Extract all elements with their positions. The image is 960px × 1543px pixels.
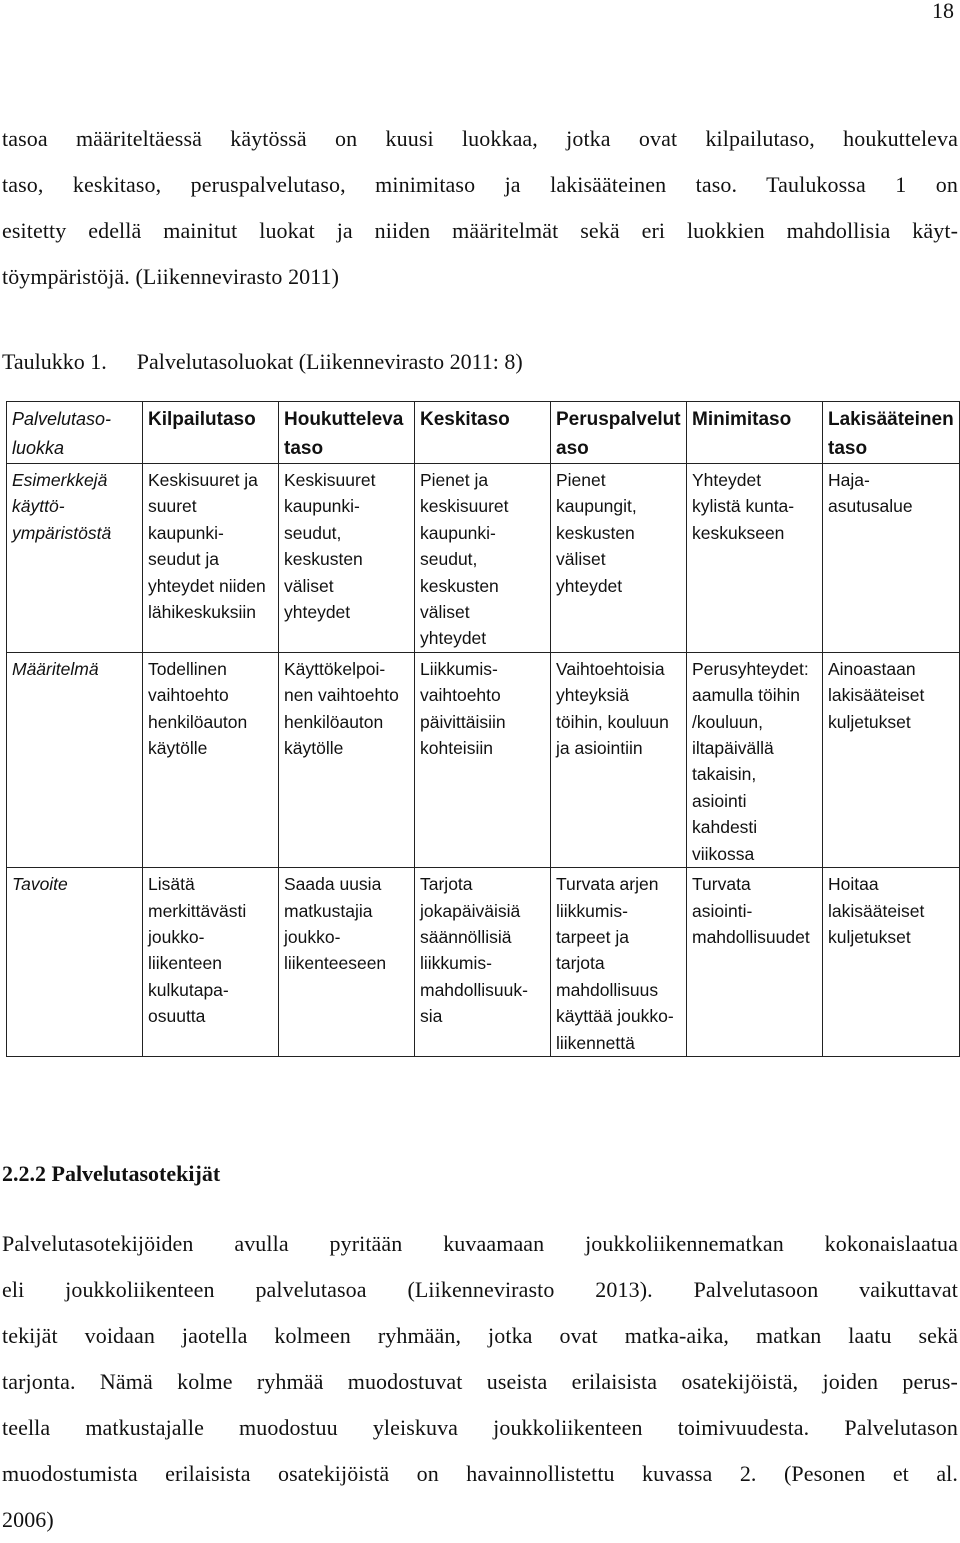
service-level-table-container xyxy=(6,401,959,1053)
cell-line: jokapäiväisiä xyxy=(420,900,521,921)
cell-line: Määritelmä xyxy=(12,658,99,679)
table-row xyxy=(7,652,960,867)
cell-line: vaihtoehto xyxy=(148,685,229,706)
column-header xyxy=(823,402,960,464)
cell-line: Esimerkkejä xyxy=(12,470,108,490)
cell-line: Yhteydet xyxy=(692,470,762,490)
table-cell xyxy=(551,652,687,867)
cell-line: kuljetukset xyxy=(828,926,911,947)
text-line: töympäristöjä. (Liikennevirasto 2011) xyxy=(2,264,340,289)
column-header xyxy=(551,402,687,464)
cell-line: taso xyxy=(284,438,324,459)
cell-line: joukko- xyxy=(284,926,341,947)
text-line: tekijät voidaan jaotella kolmeen ryhmään, jotka ovat matka-aika, matkan laatu sekä xyxy=(2,1323,958,1348)
table-cell xyxy=(687,464,823,653)
cell-line: keskusten xyxy=(556,522,635,543)
cell-line: yhteydet niiden xyxy=(148,575,266,596)
table-cell xyxy=(687,868,823,1057)
text-line: eli joukkoliikenteen palvelutasoa (Liikennevirasto 2013). Palvelutasoon vaikuttavat xyxy=(2,1277,958,1302)
column-header xyxy=(687,402,823,464)
cell-line: Todellinen xyxy=(148,658,227,679)
text-line: Palvelutasotekijöiden avulla pyritään kuvaamaan joukkoliikennematkan kokonaislaatua xyxy=(2,1231,958,1256)
cell-line: keskusten xyxy=(420,575,499,596)
cell-line: kuljetukset xyxy=(828,711,911,732)
table-cell xyxy=(415,868,551,1057)
column-header xyxy=(415,402,551,464)
cell-line: Pienet ja xyxy=(420,470,489,490)
cell-line: päivittäisiin xyxy=(420,711,506,732)
cell-line: aso xyxy=(556,438,589,459)
column-header xyxy=(143,402,279,464)
cell-line: yhteydet xyxy=(420,628,487,649)
cell-line: Keskisuuret xyxy=(284,470,376,490)
table-caption-title: Palvelutasoluokat (Liikennevirasto 2011: 8) xyxy=(136,349,523,374)
cell-line: käyttö- xyxy=(12,496,65,517)
cell-line: keskisuuret xyxy=(420,496,509,517)
cell-line: Lakisääteinen xyxy=(828,409,954,430)
table-cell xyxy=(823,652,960,867)
cell-line: Haja- xyxy=(828,470,870,490)
cell-line: Keskisuuret ja xyxy=(148,470,258,490)
cell-line: kaupungit, xyxy=(556,496,637,517)
cell-line: käytölle xyxy=(148,738,208,759)
cell-line: liikenteen xyxy=(148,953,222,974)
cell-line: suuret xyxy=(148,496,197,517)
table-cell xyxy=(143,868,279,1057)
cell-line: tarjota xyxy=(556,953,605,974)
text-line: esitetty edellä mainitut luokat ja niiden määritelmät sekä eri luokkien mahdollisia käyt- xyxy=(2,218,958,243)
cell-line: Ainoastaan xyxy=(828,658,916,679)
cell-line: Turvata arjen xyxy=(556,874,659,895)
cell-line: Tavoite xyxy=(12,874,68,895)
cell-line: merkittävästi xyxy=(148,900,247,921)
table-caption xyxy=(2,344,523,380)
cell-line: töihin, kouluun xyxy=(556,711,669,732)
text-line: teella matkustajalle muodostuu yleiskuva joukkoliikenteen toimivuudesta. Palvelutason xyxy=(2,1415,958,1440)
cell-line: Tarjota xyxy=(420,874,473,895)
text-line: tasoa määriteltäessä käytössä on kuusi luokkaa, jotka ovat kilpailutaso, houkutteleva xyxy=(2,126,958,151)
cell-line: keskukseen xyxy=(692,522,785,543)
table-header-row xyxy=(7,402,960,464)
cell-line: mahdollisuuk- xyxy=(420,979,528,1000)
row-label xyxy=(7,652,143,867)
cell-line: kaupunki- xyxy=(420,522,496,543)
cell-line: asiointi- xyxy=(692,900,753,921)
cell-line: henkilöauton xyxy=(284,711,384,732)
cell-line: lakisääteiset xyxy=(828,900,925,921)
table-caption-label: Taulukko 1. xyxy=(2,349,107,374)
cell-line: aamulla töihin xyxy=(692,685,800,706)
table-row xyxy=(7,868,960,1057)
cell-line: Turvata xyxy=(692,874,751,895)
cell-line: taso xyxy=(828,438,868,459)
cell-line: kohteisiin xyxy=(420,738,493,759)
cell-line: Perusyhteydet: xyxy=(692,658,809,679)
cell-line: ja asiointiin xyxy=(556,738,643,759)
cell-line: Kilpailutaso xyxy=(148,409,256,430)
cell-line: Keskitaso xyxy=(420,409,510,430)
cell-line: väliset xyxy=(556,549,606,570)
cell-line: mahdollisuus xyxy=(556,979,659,1000)
cell-line: iltapäivällä xyxy=(692,738,774,759)
cell-line: seudut, xyxy=(284,522,342,543)
cell-line: Houkutteleva xyxy=(284,409,404,430)
text-line: taso, keskitaso, peruspalvelutaso, minimitaso ja lakisääteinen taso. Taulukossa 1 on xyxy=(2,172,958,197)
table-cell xyxy=(415,464,551,653)
cell-line: luokka xyxy=(12,438,65,458)
cell-line: lähikeskuksiin xyxy=(148,602,256,623)
cell-line: viikossa xyxy=(692,843,755,864)
cell-line: vaihtoehto xyxy=(420,685,501,706)
table-row xyxy=(7,464,960,653)
table-cell xyxy=(279,464,415,653)
cell-line: Palvelutaso- xyxy=(12,409,112,429)
table-cell xyxy=(279,868,415,1057)
cell-line: kahdesti xyxy=(692,817,758,838)
cell-line: Vaihtoehtoisia xyxy=(556,658,665,679)
table-cell xyxy=(551,464,687,653)
table-body xyxy=(7,402,960,1057)
cell-line: käytölle xyxy=(284,738,344,759)
table-cell xyxy=(823,464,960,653)
cell-line: tarpeet ja xyxy=(556,926,629,947)
cell-line: seudut, xyxy=(420,549,478,570)
cell-line: liikkumis- xyxy=(556,900,628,921)
cell-line: takaisin, xyxy=(692,764,757,785)
cell-line: liikkumis- xyxy=(420,953,492,974)
table-cell xyxy=(551,868,687,1057)
cell-line: kylistä kunta- xyxy=(692,496,795,517)
cell-line: kaupunki- xyxy=(148,522,224,543)
cell-line: väliset xyxy=(284,575,334,596)
cell-line: joukko- xyxy=(148,926,205,947)
cell-line: ympäristöstä xyxy=(12,522,112,543)
cell-line: sia xyxy=(420,1006,443,1027)
cell-line: yhteyksiä xyxy=(556,685,629,706)
cell-line: mahdollisuudet xyxy=(692,926,810,947)
row-label xyxy=(7,868,143,1057)
cell-line: Liikkumis- xyxy=(420,658,498,679)
cell-line: Käyttökelpoi- xyxy=(284,658,386,679)
cell-line: liikennettä xyxy=(556,1032,635,1053)
text-line: tarjonta. Nämä kolme ryhmää muodostuvat useista erilaisista osatekijöistä, joiden perus- xyxy=(2,1369,958,1394)
cell-line: kaupunki- xyxy=(284,496,360,517)
column-header xyxy=(279,402,415,464)
cell-line: keskusten xyxy=(284,549,363,570)
intro-paragraph xyxy=(2,116,958,300)
cell-line: yhteydet xyxy=(284,602,351,623)
cell-line: Minimitaso xyxy=(692,409,792,430)
cell-line: seudut ja xyxy=(148,549,220,570)
text-line: muodostumista erilaisista osatekijöistä on havainnollistettu kuvassa 2. (Pesonen et al. xyxy=(2,1461,958,1486)
cell-line: liikenteeseen xyxy=(284,953,387,974)
cell-line: käyttää joukko- xyxy=(556,1006,674,1027)
table-cell xyxy=(415,652,551,867)
row-header-title xyxy=(7,402,143,464)
cell-line: Pienet xyxy=(556,470,606,490)
cell-line: henkilöauton xyxy=(148,711,248,732)
service-level-table xyxy=(6,401,960,1057)
cell-line: /kouluun, xyxy=(692,711,764,732)
cell-line: kulkutapa- xyxy=(148,979,229,1000)
cell-line: Peruspalvelut xyxy=(556,409,681,430)
text-line: 2006) xyxy=(2,1507,54,1532)
table-cell xyxy=(143,464,279,653)
cell-line: Hoitaa xyxy=(828,874,879,895)
cell-line: väliset xyxy=(420,602,470,623)
cell-line: matkustajia xyxy=(284,900,373,921)
table-cell xyxy=(279,652,415,867)
cell-line: asutusalue xyxy=(828,496,913,517)
page-number: 18 xyxy=(932,0,954,23)
row-label xyxy=(7,464,143,653)
section-heading: 2.2.2 Palvelutasotekijät xyxy=(2,1161,221,1186)
cell-line: yhteydet xyxy=(556,575,623,596)
cell-line: Saada uusia xyxy=(284,874,382,895)
cell-line: Lisätä xyxy=(148,874,195,895)
cell-line: nen vaihtoehto xyxy=(284,685,399,706)
cell-line: osuutta xyxy=(148,1006,206,1027)
body-paragraph xyxy=(2,1221,958,1543)
cell-line: asiointi xyxy=(692,790,747,811)
table-cell xyxy=(687,652,823,867)
table-cell xyxy=(823,868,960,1057)
cell-line: säännöllisiä xyxy=(420,926,512,947)
cell-line: lakisääteiset xyxy=(828,685,925,706)
table-cell xyxy=(143,652,279,867)
